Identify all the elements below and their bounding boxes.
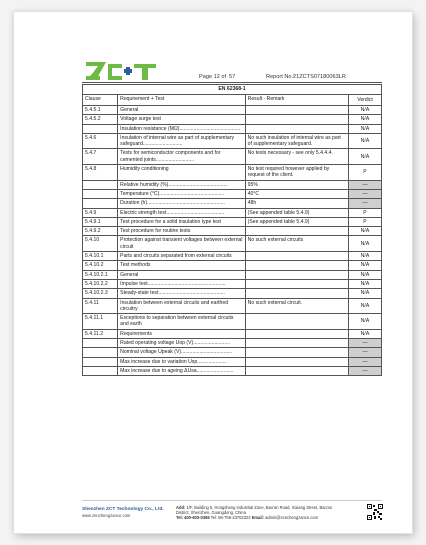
result-cell: No such insulation of internal wire as part of supplementary safeguard.: [245, 133, 348, 149]
zct-logo: [84, 60, 162, 82]
clause-cell: 5.4.7: [83, 149, 118, 165]
clause-cell: 5.4.11: [83, 298, 118, 314]
page-label: Page 12 of: [199, 74, 227, 80]
company-address-block: [176, 505, 336, 521]
requirement-cell: Steady-state test...............................................: [118, 289, 246, 298]
table-row: [83, 270, 382, 279]
clause-cell: 5.4.10.1: [83, 252, 118, 261]
table-row: [83, 133, 382, 149]
verdict-cell: —: [349, 357, 382, 366]
header-divider: [82, 82, 382, 83]
clause-cell: [83, 124, 118, 133]
table-row: [83, 149, 382, 165]
requirement-cell: Rated operating voltage Uop (V)..........................: [118, 339, 246, 348]
result-cell: [245, 279, 348, 288]
verdict-cell: N/A: [349, 298, 382, 314]
table-row: [83, 199, 382, 208]
clause-cell: [83, 180, 118, 189]
requirement-cell: General: [118, 106, 246, 115]
tel-number: 400-603-0365: [184, 515, 210, 521]
verdict-cell: N/A: [349, 236, 382, 252]
requirement-cell: Test procedure for a solid insulation type test: [118, 217, 246, 226]
verdict-cell: N/A: [349, 261, 382, 270]
report-no-label: Report No.:: [266, 74, 295, 80]
table-row: [83, 124, 382, 133]
col-result: Result - Remark: [245, 95, 348, 106]
standard-title: EN 62368-1: [83, 85, 382, 95]
clause-cell: [83, 339, 118, 348]
verdict-cell: N/A: [349, 115, 382, 124]
table-row: [83, 217, 382, 226]
requirement-cell: Tests for semiconductor components and for cemented joints...........................: [118, 149, 246, 165]
requirement-cell: Voltage surge test: [118, 115, 246, 124]
result-cell: [245, 289, 348, 298]
col-clause: Clause: [83, 95, 118, 106]
table-row: [83, 180, 382, 189]
clause-cell: [83, 189, 118, 198]
result-cell: No tests necessary - see only 5.4.4.4.: [245, 149, 348, 165]
page-total: 57: [229, 74, 236, 80]
requirement-cell: Requirements: [118, 329, 246, 338]
report-no: 21ZCTS07180063LR: [293, 74, 346, 80]
result-cell: [245, 252, 348, 261]
table-row: [83, 289, 382, 298]
verdict-cell: —: [349, 366, 382, 375]
table-row: [83, 329, 382, 338]
result-cell: [245, 261, 348, 270]
result-cell: [245, 357, 348, 366]
verdict-cell: P: [349, 165, 382, 181]
company-name: Shenzhen ZCT Technology Co., Ltd.: [82, 507, 164, 512]
verdict-cell: N/A: [349, 133, 382, 149]
tel-label: Tel:: [176, 515, 183, 521]
clause-cell: 5.4.9.2: [83, 227, 118, 236]
report-page: [34, 46, 392, 530]
table-row: [83, 208, 382, 217]
clause-cell: 5.4.5.1: [83, 106, 118, 115]
requirement-cell: Max increase due to ageing ΔUsa..........................: [118, 366, 246, 375]
table-row: [83, 261, 382, 270]
table-row: [83, 115, 382, 124]
verdict-cell: N/A: [349, 106, 382, 115]
result-cell: 48h: [245, 199, 348, 208]
col-verdict: Verdict: [349, 95, 382, 106]
email-text: admin@zenchengzance.com: [265, 515, 318, 521]
qr-code-icon: [367, 504, 383, 520]
requirement-cell: Insulation resistance (MΩ)...........................................: [118, 124, 246, 133]
requirement-cell: Insulation between external circuits and earthed circuitry: [118, 298, 246, 314]
verdict-cell: —: [349, 199, 382, 208]
table-row: [83, 298, 382, 314]
verdict-cell: N/A: [349, 124, 382, 133]
clause-cell: 5.4.5.2: [83, 115, 118, 124]
col-requirement: Requirement + Test: [118, 95, 246, 106]
verdict-cell: N/A: [349, 279, 382, 288]
clause-cell: 5.4.10.2.3: [83, 289, 118, 298]
result-cell: 40°C: [245, 189, 348, 198]
result-cell: [245, 227, 348, 236]
table-row: [83, 252, 382, 261]
verdict-cell: N/A: [349, 227, 382, 236]
result-cell: [245, 366, 348, 375]
result-cell: No such external circuits: [245, 236, 348, 252]
clause-cell: 5.4.6: [83, 133, 118, 149]
table-row: [83, 236, 382, 252]
verdict-cell: N/A: [349, 329, 382, 338]
requirement-cell: Impulse test.......................................................: [118, 279, 246, 288]
result-cell: [245, 124, 348, 133]
clause-cell: [83, 357, 118, 366]
clause-cell: 5.4.11.1: [83, 314, 118, 330]
clause-cell: 5.4.10.2.2: [83, 279, 118, 288]
clause-cell: 5.4.9: [83, 208, 118, 217]
clause-cell: 5.4.10: [83, 236, 118, 252]
table-row: [83, 314, 382, 330]
requirement-cell: Insulation of internal wire as part of supplementary safeguard............................: [118, 133, 246, 149]
verdict-cell: N/A: [349, 149, 382, 165]
clause-cell: [83, 348, 118, 357]
result-cell: [245, 270, 348, 279]
clause-cell: [83, 199, 118, 208]
result-cell: No test required however applied by request of the client.: [245, 165, 348, 181]
verdict-cell: —: [349, 348, 382, 357]
requirement-cell: Relative humidity (%)..........................................: [118, 180, 246, 189]
address-label: Add:: [176, 505, 186, 510]
company-website: www.zenchengzance.com: [82, 513, 131, 518]
clause-cell: [83, 366, 118, 375]
result-cell: [245, 314, 348, 330]
table-row: [83, 357, 382, 366]
verdict-cell: —: [349, 339, 382, 348]
table-row: [83, 366, 382, 375]
fax-number: 86-755-23702323: [218, 515, 251, 521]
result-cell: 95%: [245, 180, 348, 189]
address-text: 1/F, Building 5, Hongsheng Industrial Zone, Bao'an Road, Xixiang Street, Bao'an District, Shenzhen, Guangdong, China: [176, 505, 333, 516]
verdict-cell: N/A: [349, 314, 382, 330]
result-cell: (See appended table 5.4.9): [245, 217, 348, 226]
clause-cell: 5.4.10.2: [83, 261, 118, 270]
verdict-cell: P: [349, 208, 382, 217]
requirement-cell: Max increase due to variation Usp.....................: [118, 357, 246, 366]
requirement-cell: Humidity conditioning: [118, 165, 246, 181]
table-row: [83, 165, 382, 181]
requirement-cell: Test procedure for routine tests: [118, 227, 246, 236]
email-label: Email:: [251, 515, 264, 521]
requirement-cell: Parts and circuits separated from external circuits: [118, 252, 246, 261]
result-cell: [245, 348, 348, 357]
clause-cell: 5.4.8: [83, 165, 118, 181]
verdict-cell: N/A: [349, 270, 382, 279]
requirement-cell: Duration (h).......................................................: [118, 199, 246, 208]
table-row: [83, 106, 382, 115]
clause-cell: 5.4.10.2.1: [83, 270, 118, 279]
clause-cell: 5.4.11.2: [83, 329, 118, 338]
result-cell: [245, 329, 348, 338]
verdict-cell: —: [349, 189, 382, 198]
requirement-cell: Nominal voltage Upeak (V)....................................: [118, 348, 246, 357]
result-cell: [245, 115, 348, 124]
result-cell: [245, 106, 348, 115]
result-cell: No such external circuit.: [245, 298, 348, 314]
table-row: [83, 279, 382, 288]
verdict-cell: N/A: [349, 289, 382, 298]
requirement-cell: Electric strength test.........................................: [118, 208, 246, 217]
table-row: [83, 227, 382, 236]
result-cell: (See appended table 5.4.9): [245, 208, 348, 217]
requirement-cell: Temperature (°C)..............................................: [118, 189, 246, 198]
table-row: [83, 348, 382, 357]
fax-label: Tel:: [210, 515, 218, 521]
requirement-cell: Exceptions to separation between external circuits and earth: [118, 314, 246, 330]
table-title-row: [83, 85, 382, 95]
requirement-cell: General: [118, 270, 246, 279]
verdict-cell: N/A: [349, 252, 382, 261]
table-header-row: [83, 95, 382, 106]
result-cell: [245, 339, 348, 348]
verdict-cell: —: [349, 180, 382, 189]
requirement-cell: Test methods: [118, 261, 246, 270]
page-footer: [82, 500, 382, 531]
requirements-table: [82, 84, 382, 376]
clause-cell: 5.4.9.1: [83, 217, 118, 226]
requirement-cell: Protection against transient voltages between external circuit: [118, 236, 246, 252]
table-row: [83, 189, 382, 198]
verdict-cell: P: [349, 217, 382, 226]
table-row: [83, 339, 382, 348]
